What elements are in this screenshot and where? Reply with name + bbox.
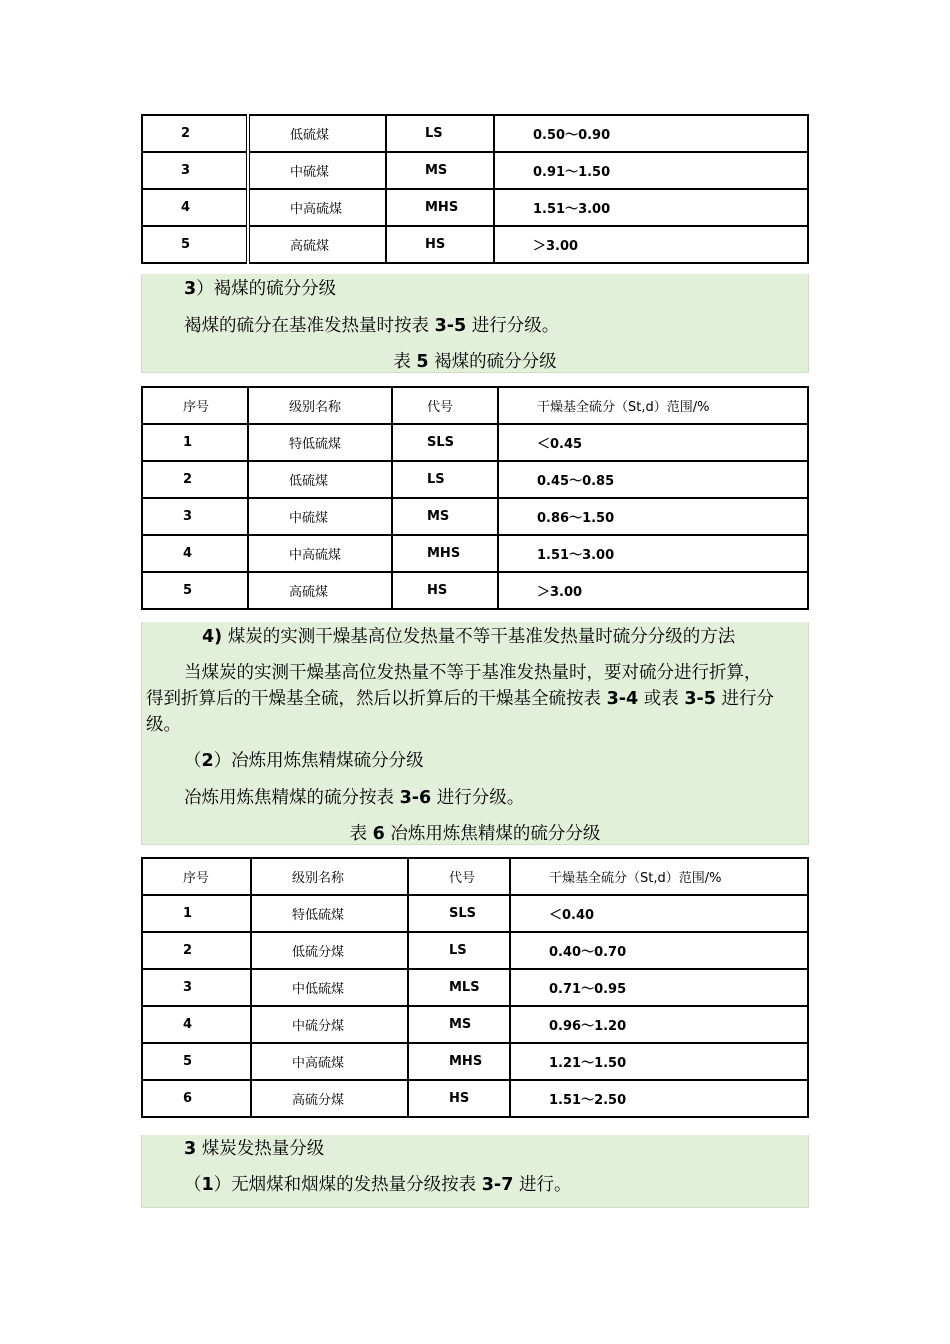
cell-code: MHS [408, 1043, 510, 1080]
cell-index: 3 [142, 969, 251, 1006]
table-row [142, 932, 808, 969]
cell-range: 1.51～2.50 [510, 1080, 808, 1117]
cell-index: 2 [142, 932, 251, 969]
cell-range: 0.45～0.85 [498, 461, 808, 498]
section-conversion-method [141, 622, 809, 845]
cell-grade: 高硫煤 [248, 572, 392, 609]
table-row [142, 969, 808, 1006]
cell-grade: 中硫分煤 [251, 1006, 408, 1043]
cell-code: HS [392, 572, 498, 609]
cell-range: 1.51～3.00 [494, 189, 808, 226]
header-code: 代号 [408, 858, 510, 895]
cell-grade: 特低硫煤 [251, 895, 408, 932]
lignite-sulfur-table [141, 386, 809, 610]
table-caption: 表 5 褐煤的硫分分级 [393, 352, 557, 372]
cell-range: ＞3.00 [494, 226, 808, 263]
header-range: 干燥基全硫分（St,d）范围/% [498, 387, 808, 424]
cell-grade: 低硫煤 [248, 461, 392, 498]
table-row [142, 152, 808, 189]
cell-grade: 低硫分煤 [251, 932, 408, 969]
section-calorific-grading [141, 1135, 809, 1208]
cell-grade: 特低硫煤 [248, 424, 392, 461]
cell-code: HS [386, 226, 494, 263]
table-row [142, 1080, 808, 1117]
section-paragraph: （1）无烟煤和烟煤的发热量分级按表 3-7 进行。 [184, 1175, 572, 1195]
cell-index: 4 [142, 189, 248, 226]
cell-code: LS [386, 115, 494, 152]
cell-range: ＜0.40 [510, 895, 808, 932]
cell-code: LS [408, 932, 510, 969]
header-index: 序号 [142, 858, 251, 895]
cell-index: 1 [142, 895, 251, 932]
header-range: 干燥基全硫分（St,d）范围/% [510, 858, 808, 895]
table-row [142, 498, 808, 535]
cell-range: 0.71～0.95 [510, 969, 808, 1006]
section-paragraph: 冶炼用炼焦精煤的硫分按表 3-6 进行分级。 [184, 788, 525, 808]
cell-range: 0.86～1.50 [498, 498, 808, 535]
header-index: 序号 [142, 387, 248, 424]
cell-index: 3 [142, 498, 248, 535]
cell-index: 5 [142, 1043, 251, 1080]
cell-index: 4 [142, 535, 248, 572]
table-row [142, 461, 808, 498]
cell-grade: 高硫分煤 [251, 1080, 408, 1117]
cell-code: MS [392, 498, 498, 535]
cell-code: LS [392, 461, 498, 498]
cell-index: 2 [142, 115, 248, 152]
table-row [142, 1043, 808, 1080]
cell-index: 5 [142, 572, 248, 609]
cell-index: 5 [142, 226, 248, 263]
section-paragraph: 当煤炭的实测干燥基高位发热量不等于基准发热量时，要对硫分进行折算， [184, 663, 762, 683]
cell-range: ＜0.45 [498, 424, 808, 461]
cell-grade: 中高硫煤 [251, 1043, 408, 1080]
cell-range: 0.96～1.20 [510, 1006, 808, 1043]
cell-index: 1 [142, 424, 248, 461]
cell-code: HS [408, 1080, 510, 1117]
cell-index: 4 [142, 1006, 251, 1043]
table-row [142, 226, 808, 263]
table-row [142, 572, 808, 609]
coking-coal-sulfur-table [141, 857, 809, 1118]
cell-code: SLS [408, 895, 510, 932]
cell-range: 1.51～3.00 [498, 535, 808, 572]
cell-grade: 高硫煤 [248, 226, 386, 263]
header-grade: 级别名称 [248, 387, 392, 424]
cell-code: MHS [392, 535, 498, 572]
cell-index: 6 [142, 1080, 251, 1117]
sulfur-table-continued [141, 114, 809, 264]
table-row [142, 895, 808, 932]
table-header-row [142, 387, 808, 424]
cell-grade: 中硫煤 [248, 498, 392, 535]
section-heading: 3）褐煤的硫分分级 [184, 279, 337, 299]
header-grade: 级别名称 [251, 858, 408, 895]
cell-index: 2 [142, 461, 248, 498]
section-heading: 4) 煤炭的实测干燥基高位发热量不等干基准发热量时硫分分级的方法 [202, 627, 736, 647]
section-lignite-sulfur [141, 274, 809, 373]
cell-grade: 中高硫煤 [248, 535, 392, 572]
cell-grade: 低硫煤 [248, 115, 386, 152]
cell-code: SLS [392, 424, 498, 461]
cell-range: 0.50～0.90 [494, 115, 808, 152]
table-caption: 表 6 冶炼用炼焦精煤的硫分分级 [349, 824, 601, 844]
table-row [142, 115, 808, 152]
cell-code: MS [408, 1006, 510, 1043]
cell-code: MLS [408, 969, 510, 1006]
section-paragraph: 级。 [146, 715, 181, 735]
section-paragraph: 褐煤的硫分在基准发热量时按表 3-5 进行分级。 [184, 316, 560, 336]
cell-range: 1.21～1.50 [510, 1043, 808, 1080]
table-row [142, 1006, 808, 1043]
cell-grade: 中低硫煤 [251, 969, 408, 1006]
section-paragraph: 得到折算后的干燥基全硫，然后以折算后的干燥基全硫按表 3-4 或表 3-5 进行分 [146, 689, 775, 709]
cell-range: ＞3.00 [498, 572, 808, 609]
section-heading: 3 煤炭发热量分级 [184, 1139, 325, 1159]
cell-range: 0.91～1.50 [494, 152, 808, 189]
section-heading: （2）冶炼用炼焦精煤硫分分级 [184, 751, 424, 771]
table-row [142, 189, 808, 226]
cell-grade: 中高硫煤 [248, 189, 386, 226]
table-row [142, 424, 808, 461]
cell-code: MS [386, 152, 494, 189]
table-header-row [142, 858, 808, 895]
cell-range: 0.40～0.70 [510, 932, 808, 969]
cell-index: 3 [142, 152, 248, 189]
table-row [142, 535, 808, 572]
cell-grade: 中硫煤 [248, 152, 386, 189]
header-code: 代号 [392, 387, 498, 424]
cell-code: MHS [386, 189, 494, 226]
